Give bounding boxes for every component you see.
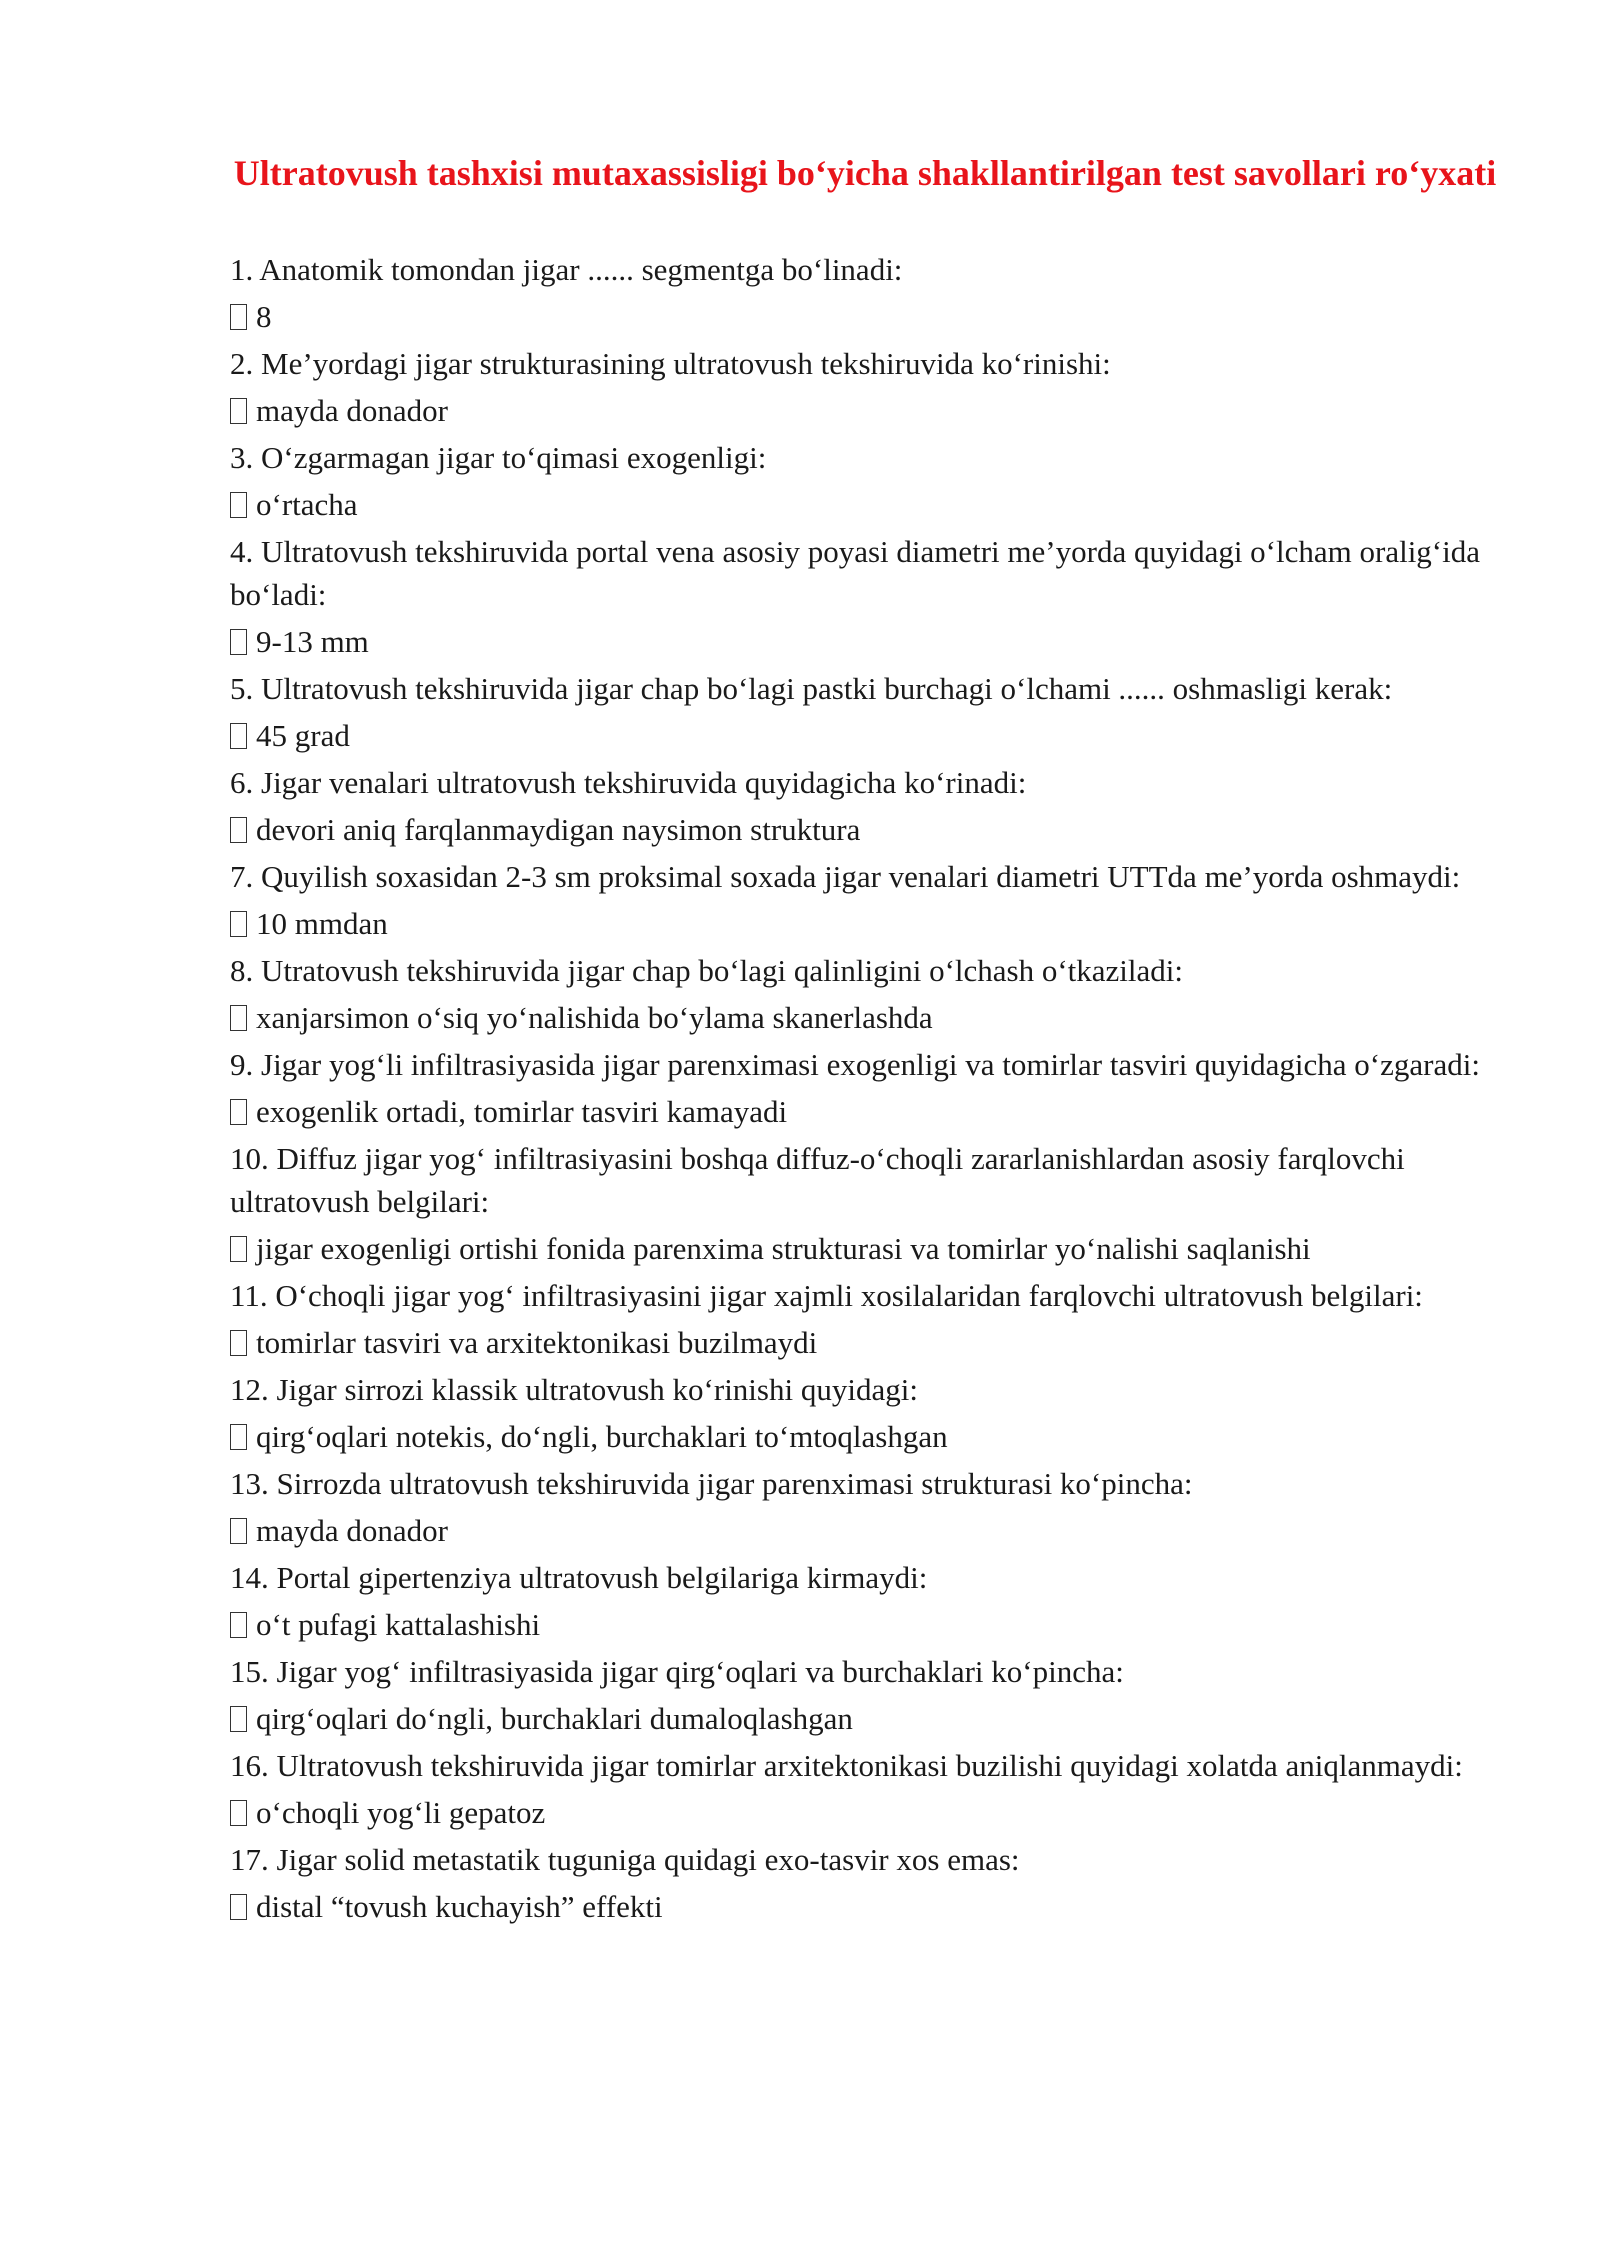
- answer-item: [230, 1791, 1500, 1834]
- question-text: 17. Jigar solid metastatik tuguniga quidagi exo-tasvir xos emas:: [230, 1842, 1020, 1877]
- answer-item: [230, 295, 1500, 338]
- answer-text: exogenlik ortadi, tomirlar tasviri kamayadi: [256, 1094, 788, 1129]
- answer-text: o‘choqli yog‘li gepatoz: [256, 1795, 546, 1830]
- missing-glyph-box-icon: [230, 723, 247, 749]
- question-text: 11. O‘choqli jigar yog‘ infiltrasiyasini jigar xajmli xosilalaridan farqlovchi ultratovush belgilari:: [230, 1278, 1423, 1313]
- answer-text: jigar exogenligi ortishi fonida parenxima strukturasi va tomirlar yo‘nalishi saqlanishi: [256, 1231, 1311, 1266]
- missing-glyph-box-icon: [230, 492, 247, 518]
- answer-text: qirg‘oqlari notekis, do‘ngli, burchaklari to‘mtoqlashgan: [256, 1419, 948, 1454]
- missing-glyph-box-icon: [230, 398, 247, 424]
- answer-text: mayda donador: [256, 1513, 448, 1548]
- page-title: Ultratovush tashxisi mutaxassisligi bo‘yicha shakllantirilgan test savollari ro‘yxati: [233, 153, 1497, 193]
- question-text: 7. Quyilish soxasidan 2-3 sm proksimal soxada jigar venalari diametri UTTda me’yorda oshmaydi:: [230, 859, 1461, 894]
- missing-glyph-box-icon: [230, 1518, 247, 1544]
- question-text: 1. Anatomik tomondan jigar ...... segmentga bo‘linadi:: [230, 252, 903, 287]
- answer-text: xanjarsimon o‘siq yo‘nalishida bo‘ylama skanerlashda: [256, 1000, 933, 1035]
- answer-text: o‘rtacha: [256, 487, 358, 522]
- answer-item: [230, 902, 1500, 945]
- missing-glyph-box-icon: [230, 1706, 247, 1732]
- answer-text: 9-13 mm: [256, 624, 369, 659]
- answer-item: [230, 620, 1500, 663]
- missing-glyph-box-icon: [230, 1236, 247, 1262]
- answer-text: qirg‘oqlari do‘ngli, burchaklari dumaloqlashgan: [256, 1701, 853, 1736]
- missing-glyph-box-icon: [230, 1005, 247, 1031]
- question-text: 13. Sirrozda ultratovush tekshiruvida jigar parenximasi strukturasi ko‘pincha:: [230, 1466, 1193, 1501]
- question-text: 2. Me’yordagi jigar strukturasining ultratovush tekshiruvida ko‘rinishi:: [230, 346, 1111, 381]
- missing-glyph-box-icon: [230, 629, 247, 655]
- missing-glyph-box-icon: [230, 1612, 247, 1638]
- answer-item: [230, 389, 1500, 432]
- answer-text: tomirlar tasviri va arxitektonikasi buzilmaydi: [256, 1325, 818, 1360]
- answer-item: [230, 1415, 1500, 1458]
- missing-glyph-box-icon: [230, 1330, 247, 1356]
- question-text: 15. Jigar yog‘ infiltrasiyasida jigar qirg‘oqlari va burchaklari ko‘pincha:: [230, 1654, 1124, 1689]
- answer-text: 45 grad: [256, 718, 350, 753]
- answer-text: distal “tovush kuchayish” effekti: [256, 1889, 663, 1924]
- question-text: 3. O‘zgarmagan jigar to‘qimasi exogenligi:: [230, 440, 767, 475]
- answer-item: [230, 808, 1500, 851]
- missing-glyph-box-icon: [230, 911, 247, 937]
- answer-item: [230, 1227, 1500, 1270]
- answer-text: devori aniq farqlanmaydigan naysimon struktura: [256, 812, 861, 847]
- answer-item: [230, 1697, 1500, 1740]
- answer-item: [230, 714, 1500, 757]
- answer-text: mayda donador: [256, 393, 448, 428]
- answer-item: [230, 1603, 1500, 1646]
- answer-item: [230, 1509, 1500, 1552]
- question-text: 9. Jigar yog‘li infiltrasiyasida jigar parenximasi exogenligi va tomirlar tasviri quyidagicha o‘zgaradi:: [230, 1047, 1480, 1082]
- missing-glyph-box-icon: [230, 1800, 247, 1826]
- answer-item: [230, 1321, 1500, 1364]
- question-text: 8. Utratovush tekshiruvida jigar chap bo‘lagi qalinligini o‘lchash o‘tkaziladi:: [230, 953, 1184, 988]
- question-list: [230, 248, 1500, 1932]
- question-text: 14. Portal gipertenziya ultratovush belgilariga kirmaydi:: [230, 1560, 928, 1595]
- answer-text: 8: [256, 299, 272, 334]
- missing-glyph-box-icon: [230, 304, 247, 330]
- question-text: 4. Ultratovush tekshiruvida portal vena asosiy poyasi diametri me’yorda quyidagi o‘lcham oralig‘ida bo‘ladi:: [230, 534, 1481, 612]
- question-text: 6. Jigar venalari ultratovush tekshiruvida quyidagicha ko‘rinadi:: [230, 765, 1027, 800]
- missing-glyph-box-icon: [230, 1099, 247, 1125]
- question-text: 16. Ultratovush tekshiruvida jigar tomirlar arxitektonikasi buzilishi quyidagi xolatda aniqlanmaydi:: [230, 1748, 1463, 1783]
- answer-text: 10 mmdan: [256, 906, 388, 941]
- answer-item: [230, 1885, 1500, 1928]
- missing-glyph-box-icon: [230, 1424, 247, 1450]
- answer-item: [230, 483, 1500, 526]
- missing-glyph-box-icon: [230, 817, 247, 843]
- missing-glyph-box-icon: [230, 1894, 247, 1920]
- question-text: 5. Ultratovush tekshiruvida jigar chap bo‘lagi pastki burchagi o‘lchami ...... oshmasligi kerak:: [230, 671, 1393, 706]
- answer-text: o‘t pufagi kattalashishi: [256, 1607, 541, 1642]
- answer-item: [230, 1090, 1500, 1133]
- question-text: 10. Diffuz jigar yog‘ infiltrasiyasini boshqa diffuz-o‘choqli zararlanishlardan asosiy farqlovchi ultratovush belgilari:: [230, 1141, 1405, 1219]
- answer-item: [230, 996, 1500, 1039]
- question-text: 12. Jigar sirrozi klassik ultratovush ko‘rinishi quyidagi:: [230, 1372, 918, 1407]
